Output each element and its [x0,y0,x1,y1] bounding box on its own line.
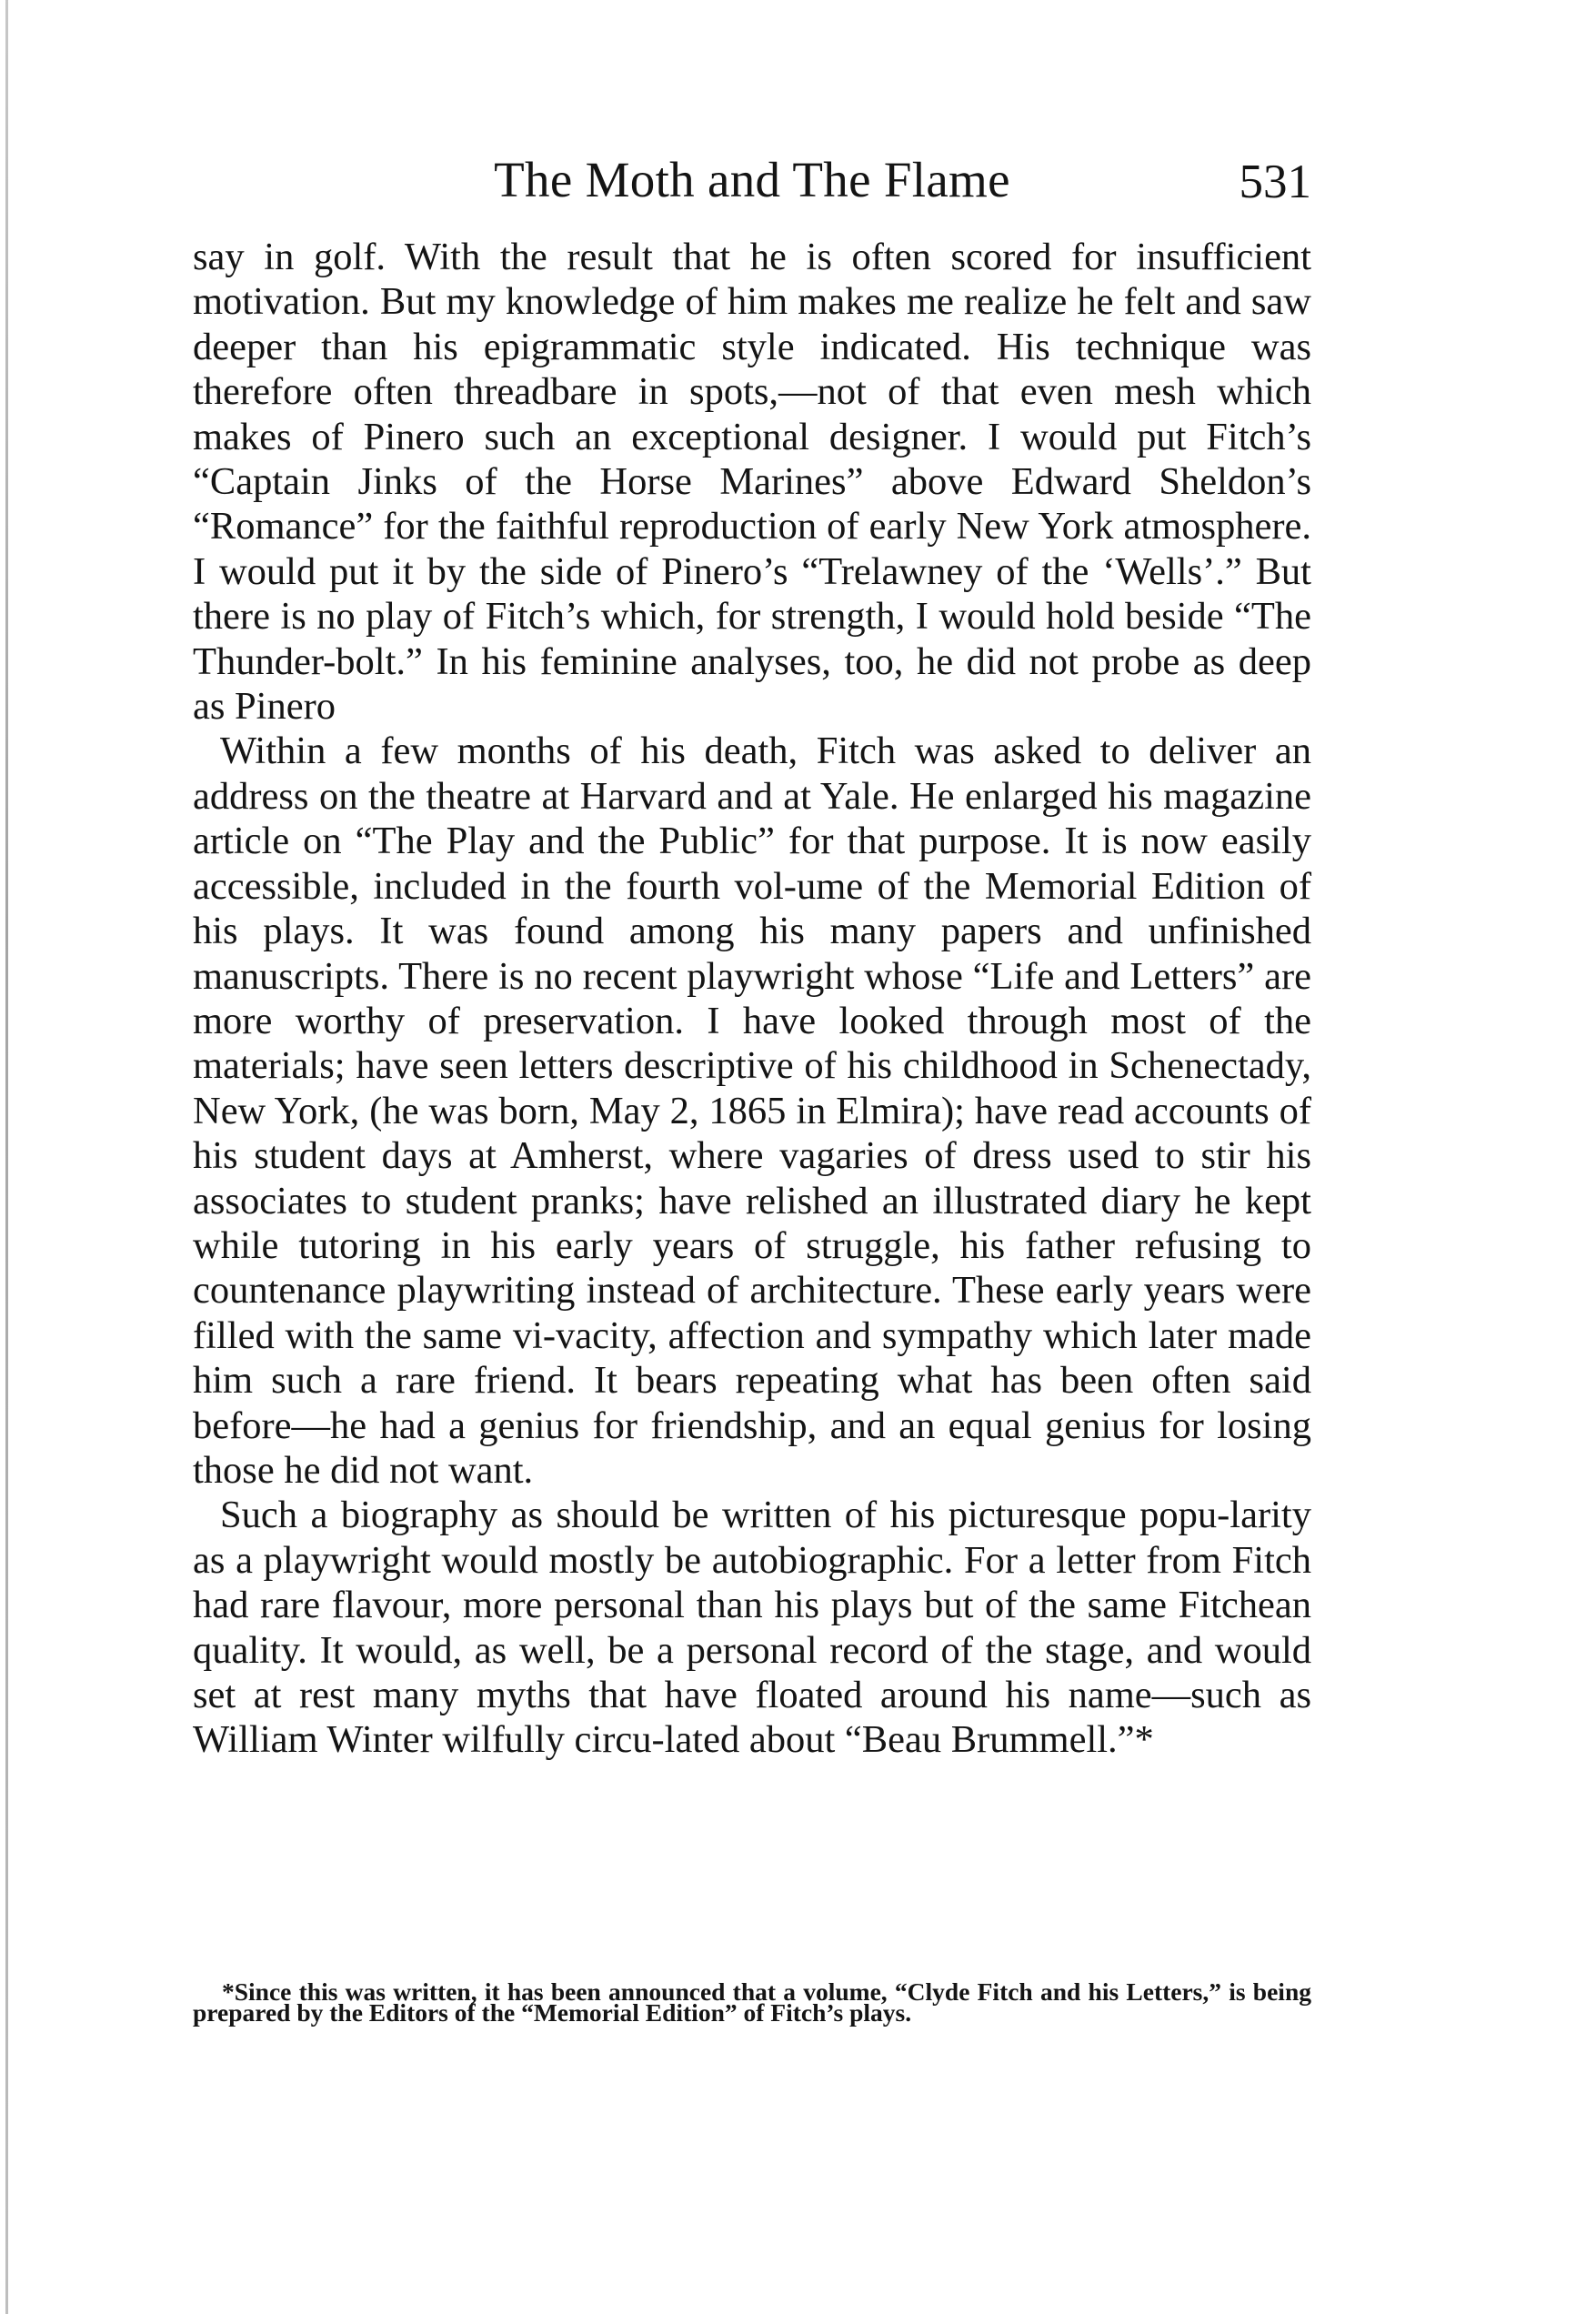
page-header [193,144,1311,216]
body-text [193,235,1311,1763]
page-binding-edge [5,0,8,2314]
paragraph-1: say in golf. With the result that he is often scored for insufficient motivation. But my knowledge of him makes me realize he felt and saw deeper than his epigrammatic style indicated. His technique was therefore often threadbare in spots,—not of that even mesh which makes of Pinero such an exceptional designer. I would put Fitch’s “Captain Jinks of the Horse Marines” above Edward Sheldon’s “Romance” for the faithful reproduction of early New York atmosphere. I would put it by the side of Pinero’s “Trelawney of the ‘Wells’.” But there is no play of Fitch’s which, for strength, I would hold beside “The Thunder-bolt.” In his feminine analyses, too, he did not probe as deep as Pinero [193,236,1311,729]
footnote: *Since this was written, it has been announced that a volume, “Clyde Fitch and his Letters,” is being prepared by the Editors of the “Memorial Edition” of Fitch’s plays. [193,1977,1311,2027]
paragraph-2: Within a few months of his death, Fitch was asked to deliver an address on the theatre at Harvard and at Yale. He enlarged his magazine article on “The Play and the Public” for that purpose. It is now easily accessible, included in the fourth vol-ume of the Memorial Edition of his plays. It was found among his many papers and unfinished manuscripts. There is no recent playwright whose “Life and Letters” are more worthy of preservation. I have looked through most of the materials; have seen letters descriptive of his childhood in Schenectady, New York, (he was born, May 2, 1865 in Elmira); have read accounts of his student days at Amherst, where vagaries of dress used to stir his associates to student pranks; have relished an illustrated diary he kept while tutoring in his early years of struggle, his father refusing to countenance playwriting instead of architecture. These early years were filled with the same vi-vacity, affection and sympathy which later made him such a rare friend. It bears repeating what has been often said before—he had a genius for friendship, and an equal genius for losing those he did not want. [193,729,1311,1492]
paragraph-3: Such a biography as should be written of his picturesque popu-larity as a playwright would mostly be autobiographic. For a letter from Fitch had rare flavour, more personal than his plays but of the same Fitchean quality. It would, as well, be a personal record of the stage, and would set at rest many myths that have floated around his name—such as William Winter wilfully circu-lated about “Beau Brummell.”* [193,1494,1311,1762]
running-title: The Moth and The Flame [494,152,1010,207]
page-number: 531 [1239,156,1311,208]
